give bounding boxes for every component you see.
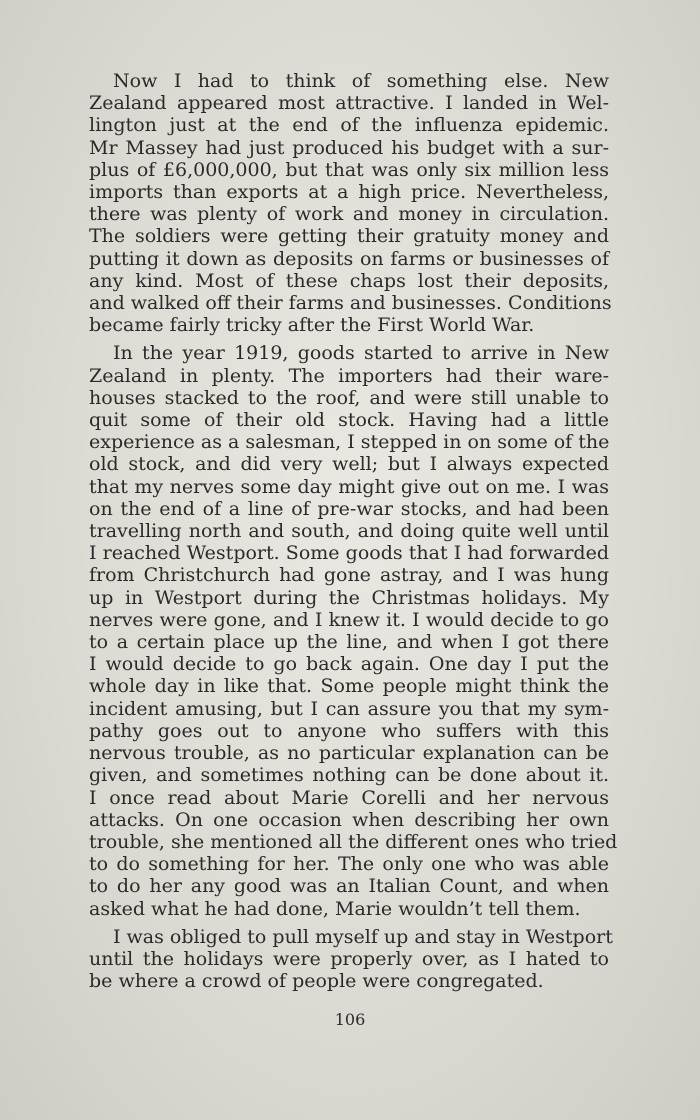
text-line: that my nerves some day might give out on me. I was <box>89 475 609 498</box>
text-line: In the year 1919, goods started to arrive in New <box>113 342 609 365</box>
text-line: quit some of their old stock. Having had a little <box>89 409 609 432</box>
text-line: asked what he had done, Marie wouldn’t tell them. <box>89 897 581 920</box>
paragraph-2 <box>89 342 618 920</box>
text-line: trouble, she mentioned all the different ones who tried <box>89 830 618 853</box>
text-line: to a certain place up the line, and when I got there <box>89 631 609 654</box>
text-line: imports than exports at a high price. Nevertheless, <box>89 181 609 204</box>
text-line: Zealand in plenty. The importers had their ware- <box>89 364 609 387</box>
text-line: houses stacked to the roof, and were still unable to <box>89 386 609 409</box>
text-line: became fairly tricky after the First World War. <box>89 314 535 337</box>
text-line: whole day in like that. Some people might think the <box>89 675 609 698</box>
text-line: any kind. Most of these chaps lost their deposits, <box>89 269 609 292</box>
text-line: experience as a salesman, I stepped in on some of the <box>89 431 610 454</box>
text-line: I was obliged to pull myself up and stay in Westport <box>113 925 613 948</box>
text-line: lington just at the end of the influenza epidemic. <box>89 114 609 137</box>
text-line: Mr Massey had just produced his budget with a sur- <box>89 136 609 159</box>
text-line: I once read about Marie Corelli and her nervous <box>89 786 609 809</box>
text-line: on the end of a line of pre-war stocks, and had been <box>89 497 609 520</box>
text-line: attacks. On one occasion when describing her own <box>89 808 609 831</box>
paragraph-3 <box>89 925 613 993</box>
text-line: Zealand appeared most attractive. I landed in Wel- <box>89 92 609 115</box>
text-line: and walked off their farms and businesses. Conditions <box>89 292 612 315</box>
text-line: to do something for her. The only one who was able <box>89 853 609 876</box>
text-line: plus of £6,000,000, but that was only six million less <box>89 158 609 181</box>
text-line: I would decide to go back again. One day I put the <box>89 653 609 676</box>
text-line: there was plenty of work and money in circulation. <box>89 203 609 226</box>
text-line: from Christchurch had gone astray, and I was hung <box>89 564 609 587</box>
text-line: up in Westport during the Christmas holidays. My <box>89 586 609 609</box>
text-line: nervous trouble, as no particular explanation can be <box>89 742 609 765</box>
body-text <box>89 70 618 993</box>
text-line: putting it down as deposits on farms or businesses of <box>89 247 609 270</box>
text-line: to do her any good was an Italian Count, and when <box>89 875 609 898</box>
text-line: incident amusing, but I can assure you that my sym- <box>89 697 609 720</box>
page-number: 106 <box>334 1010 366 1029</box>
text-line: travelling north and south, and doing quite well until <box>89 520 609 543</box>
text-line: pathy goes out to anyone who suffers with this <box>89 719 609 742</box>
text-line: be where a crowd of people were congregated. <box>89 970 544 993</box>
text-line: Now I had to think of something else. New <box>113 70 609 92</box>
text-line: nerves were gone, and I knew it. I would decide to go <box>89 608 609 631</box>
text-line: until the holidays were properly over, as I hated to <box>89 947 609 970</box>
text-line: given, and sometimes nothing can be done about it. <box>89 764 609 787</box>
text-line: I reached Westport. Some goods that I had forwarded <box>89 542 609 565</box>
text-line: old stock, and did very well; but I always expected <box>89 453 609 476</box>
text-line: The soldiers were getting their gratuity money and <box>89 225 609 248</box>
paragraph-1 <box>89 70 612 337</box>
